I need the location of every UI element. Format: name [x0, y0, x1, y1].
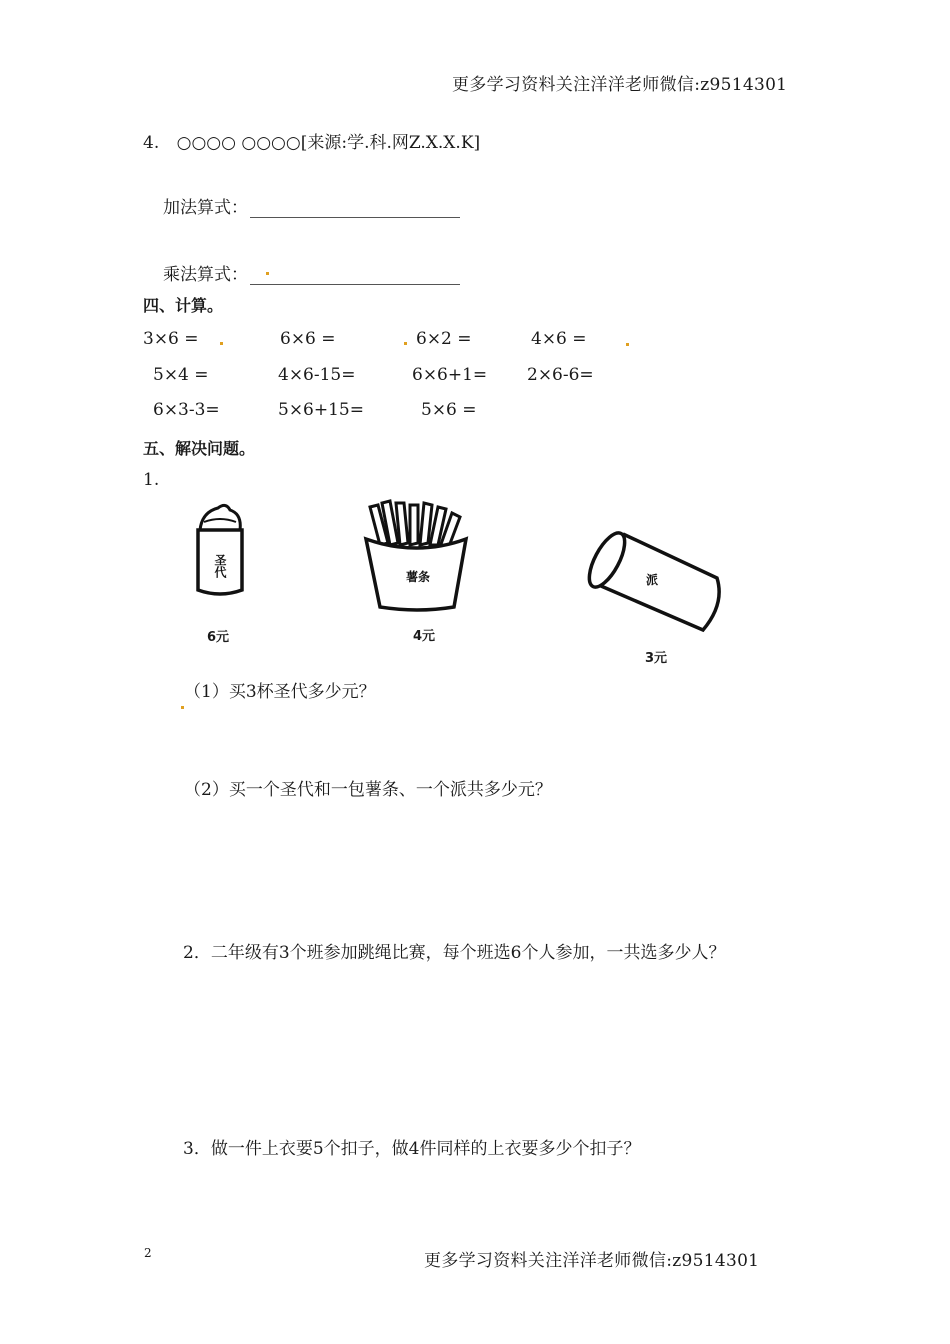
calc-2-4: 2×6-6=	[527, 365, 594, 385]
pie-roll-icon	[585, 520, 725, 635]
sundae-label: 圣代	[213, 554, 227, 578]
calc-1-4: 4×6 =	[531, 329, 587, 349]
addition-row	[163, 193, 460, 218]
multiplication-answer-line[interactable]	[250, 270, 460, 285]
fries-label: 薯条	[405, 570, 431, 584]
problem-1-q1: （1）买3杯圣代多少元？	[184, 682, 376, 702]
calc-2-3: 6×6+1=	[412, 365, 488, 385]
page-number: 2	[144, 1246, 152, 1260]
problem-1-q2: （2）买一个圣代和一包薯条、一个派共多少元？	[184, 780, 552, 800]
calc-3-1: 6×3-3=	[153, 400, 220, 420]
footer-note: 更多学习资料关注洋洋老师微信:z9514301	[424, 1251, 760, 1271]
pie-price: 3元	[645, 651, 668, 666]
orange-mark	[626, 343, 629, 346]
calc-1-2: 6×6 =	[280, 329, 336, 349]
addition-answer-line[interactable]	[250, 203, 460, 218]
fries-price: 4元	[413, 629, 436, 644]
calc-1-3: 6×2 =	[416, 329, 472, 349]
sundae-price: 6元	[207, 630, 230, 645]
multiplication-row	[163, 260, 460, 285]
orange-mark	[404, 342, 407, 345]
orange-mark	[266, 272, 269, 275]
section5-title: 五、解决问题。	[143, 439, 256, 458]
q4-circles: ○○○○ ○○○○	[176, 133, 301, 153]
problem-2: 2．二年级有3个班参加跳绳比赛，每个班选6个人参加，一共选多少人？	[183, 943, 726, 963]
calc-1-1: 3×6 =	[143, 329, 199, 349]
calc-3-2: 5×6+15=	[278, 400, 364, 420]
header-note: 更多学习资料关注洋洋老师微信:z9514301	[452, 75, 788, 95]
orange-mark	[220, 342, 223, 345]
multiplication-label: 乘法算式：	[163, 265, 248, 285]
addition-label: 加法算式：	[163, 198, 248, 218]
sundae-cup-icon	[190, 500, 250, 605]
problem-3: 3．做一件上衣要5个扣子，做4件同样的上衣要多少个扣子？	[183, 1139, 641, 1159]
q4-number: 4.	[143, 133, 160, 153]
orange-mark	[181, 706, 184, 709]
pie-label: 派	[645, 573, 659, 587]
calc-3-3: 5×6 =	[421, 400, 477, 420]
calc-2-2: 4×6-15=	[278, 365, 356, 385]
q4-line	[143, 128, 480, 153]
calc-2-1: 5×4 =	[153, 365, 209, 385]
fries-box-icon	[362, 497, 472, 615]
section4-title: 四、计算。	[143, 296, 224, 315]
problem-1-number: 1.	[143, 470, 160, 490]
q4-source: [来源:学.科.网Z.X.X.K]	[300, 133, 481, 153]
